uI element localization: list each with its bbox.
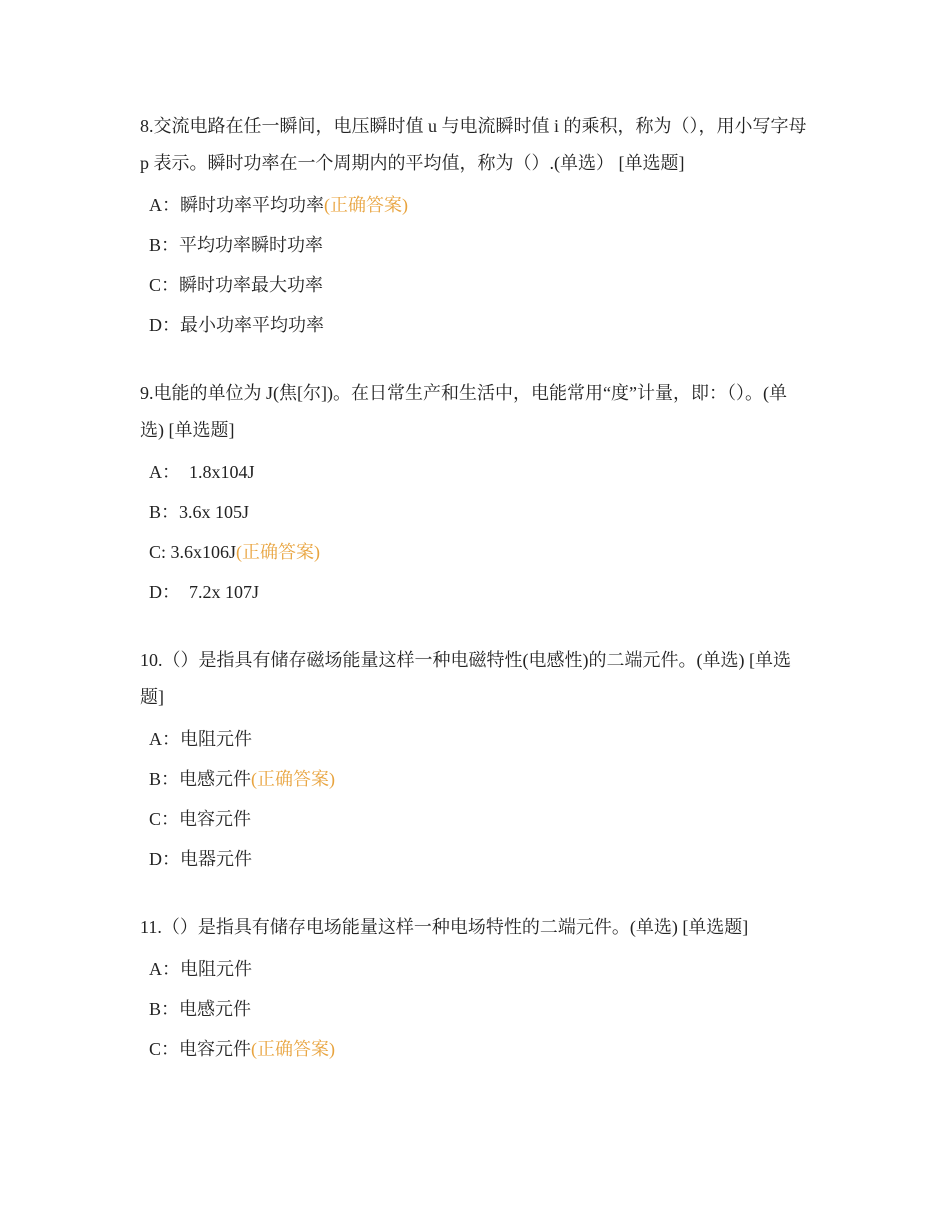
option-c [140,799,808,839]
option-label: D：最小功率平均功率 [149,315,324,335]
option-d [140,305,808,345]
option-b [140,989,808,1029]
option-list [140,185,808,345]
document-page [140,108,808,1099]
option-a [140,452,808,492]
option-c [140,265,808,305]
option-b [140,492,808,532]
option-list [140,452,808,612]
option-a [140,719,808,759]
option-list [140,719,808,879]
option-b [140,225,808,265]
option-c [140,532,808,572]
option-label: C：电容元件 [149,1039,252,1059]
correct-answer-marker: (正确答案) [251,1039,336,1059]
option-label: B：3.6x 105J [149,502,250,522]
option-d [140,839,808,879]
question-10 [140,642,808,879]
option-b [140,759,808,799]
question-text: 10.（）是指具有储存磁场能量这样一种电磁特性(电感性)的二端元件。(单选) [单选题] [140,650,791,707]
correct-answer-marker: (正确答案) [251,769,336,789]
option-label: D：电器元件 [149,849,252,869]
option-label: A：电阻元件 [149,959,252,979]
option-d [140,572,808,612]
option-label: C: 3.6x106J [149,542,237,562]
question-text: 9.电能的单位为 J(焦[尔])。在日常生产和生活中，电能常用“度”计量，即：（）。(单选) [单选题] [140,383,787,440]
option-list [140,949,808,1069]
option-label: B：电感元件 [149,769,252,789]
option-label: A：电阻元件 [149,729,252,749]
option-label: C：电容元件 [149,809,252,829]
option-label: C：瞬时功率最大功率 [149,275,324,295]
option-label: D： 7.2x 107J [149,582,260,602]
option-label: A：瞬时功率平均功率 [149,195,324,215]
option-a [140,185,808,225]
option-label: B：平均功率瞬时功率 [149,235,324,255]
question-8 [140,108,808,345]
correct-answer-marker: (正确答案) [236,542,321,562]
option-label: B：电感元件 [149,999,252,1019]
question-11 [140,909,808,1069]
correct-answer-marker: (正确答案) [324,195,408,215]
question-9 [140,375,808,612]
question-text: 11.（）是指具有储存电场能量这样一种电场特性的二端元件。(单选) [单选题] [140,917,749,937]
option-a [140,949,808,989]
option-label: A： 1.8x104J [149,462,255,482]
question-text: 8.交流电路在任一瞬间，电压瞬时值 u 与电流瞬时值 i 的乘积，称为（），用小写字母 p 表示。瞬时功率在一个周期内的平均值，称为（）.(单选） [单选题] [140,116,807,173]
option-c [140,1029,808,1069]
